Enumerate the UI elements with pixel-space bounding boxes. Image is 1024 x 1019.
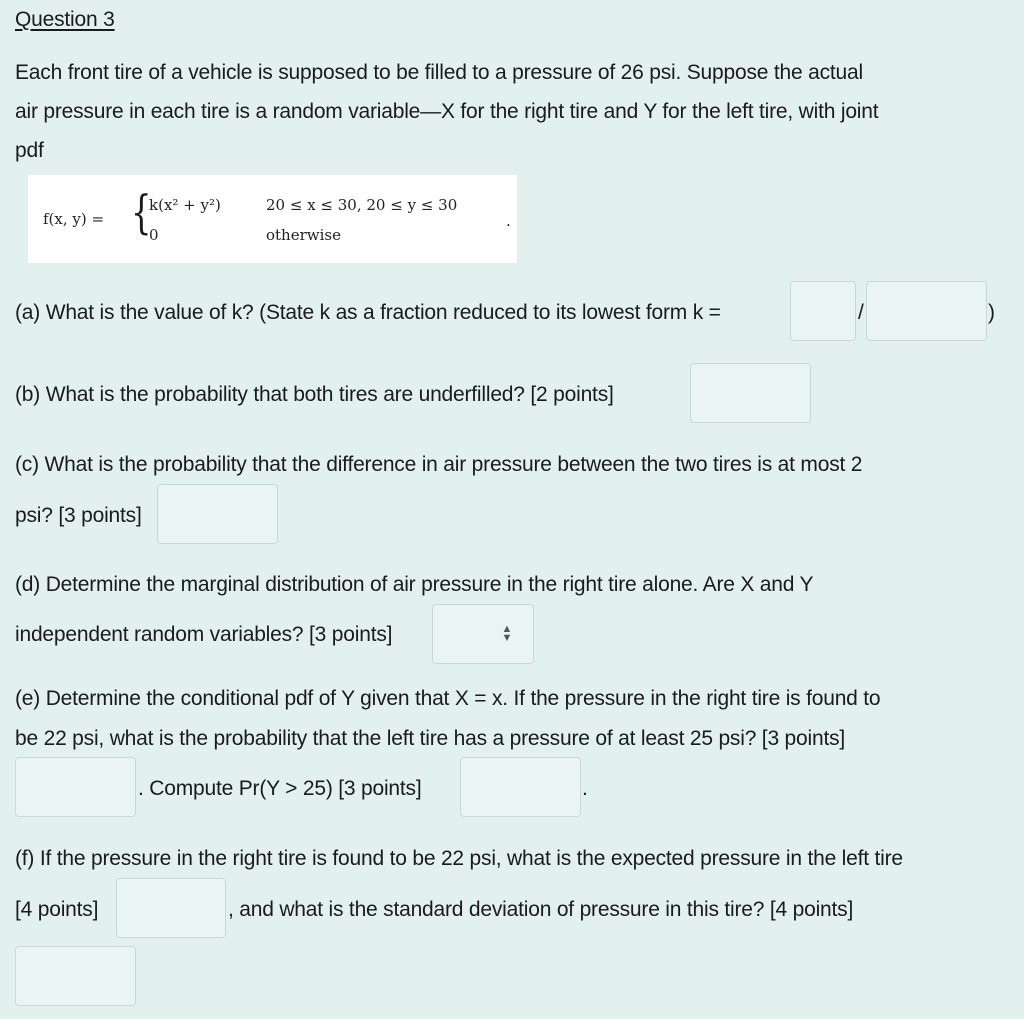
intro-line-2: air pressure in each tire is a random variable—X for the right tire and Y for the left tire, with joint xyxy=(15,100,879,123)
part-c-question-line-2: psi? [3 points] xyxy=(15,504,142,527)
part-e-trailing-period: . xyxy=(582,777,588,800)
part-f-std-deviation-input[interactable] xyxy=(15,946,136,1006)
intro-line-1: Each front tire of a vehicle is supposed to be filled to a pressure of 26 psi. Suppose the actual xyxy=(15,61,863,84)
formula-case1-condition: 20 ≤ x ≤ 30, 20 ≤ y ≤ 30 xyxy=(266,196,458,214)
formula-case1-expr: k(x² + y²) xyxy=(149,196,221,214)
part-a-numerator-input[interactable] xyxy=(790,281,856,341)
up-down-chevron-icon: ▲ ▼ xyxy=(501,623,513,644)
part-a-close-paren: ) xyxy=(988,301,995,324)
part-b-answer-input[interactable] xyxy=(690,363,811,423)
part-d-question-line-2: independent random variables? [3 points] xyxy=(15,623,393,646)
part-b-question: (b) What is the probability that both tires are underfilled? [2 points] xyxy=(15,383,614,406)
part-f-expected-pressure-input[interactable] xyxy=(116,878,226,938)
formula-case2-condition: otherwise xyxy=(266,226,341,244)
question-title: Question 3 xyxy=(15,8,115,31)
part-a-denominator-input[interactable] xyxy=(866,281,987,341)
part-a-question: (a) What is the value of k? (State k as a fraction reduced to its lowest form k = xyxy=(15,301,721,324)
part-f-points-label: [4 points] xyxy=(15,898,99,921)
part-c-question-line-1: (c) What is the probability that the difference in air pressure between the two tires is at most 2 xyxy=(15,453,863,476)
part-e-question-line-1: (e) Determine the conditional pdf of Y given that X = x. If the pressure in the right tire is found to xyxy=(15,687,881,710)
part-a-slash: / xyxy=(858,301,864,324)
formula-case2-expr: 0 xyxy=(149,226,159,244)
part-c-answer-input[interactable] xyxy=(157,484,278,544)
joint-pdf-formula xyxy=(28,175,517,263)
part-f-question-line-1: (f) If the pressure in the right tire is found to be 22 psi, what is the expected pressure in the left tire xyxy=(15,847,903,870)
part-e-compute-prompt: . Compute Pr(Y > 25) [3 points] xyxy=(138,777,422,800)
part-e-question-line-2: be 22 psi, what is the probability that the left tire has a pressure of at least 25 psi? [3 points] xyxy=(15,727,846,750)
formula-brace: { xyxy=(131,185,152,239)
formula-lhs: f(x, y) = xyxy=(43,210,105,228)
part-e-answer-input-1[interactable] xyxy=(15,757,136,817)
intro-line-3: pdf xyxy=(15,139,44,162)
part-e-answer-input-2[interactable] xyxy=(460,757,581,817)
part-f-question-line-2: , and what is the standard deviation of pressure in this tire? [4 points] xyxy=(228,898,854,921)
part-d-question-line-1: (d) Determine the marginal distribution of air pressure in the right tire alone. Are X and Y xyxy=(15,573,814,596)
formula-trailing-period: . xyxy=(506,212,511,230)
part-d-independence-select[interactable] xyxy=(432,604,534,664)
